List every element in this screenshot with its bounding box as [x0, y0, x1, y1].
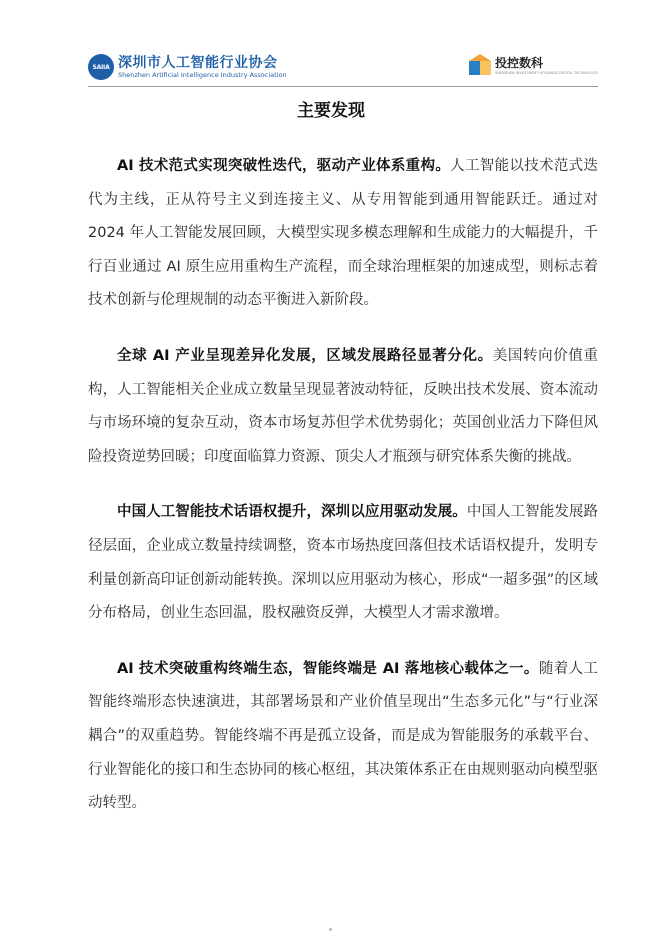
- header-divider: [88, 86, 598, 87]
- partner-name: 投控数科: [495, 56, 544, 70]
- association-logo: [88, 54, 287, 80]
- finding-text: 美国转向价值重构，人工智能相关企业成立数量呈现显著波动特征，反映出技术发展、资本流动与市场环境的复杂互动，资本市场复苏但学术优势弱化；英国创业活力下降但风险投资逆势回暖；印度面临算力资源、顶尖人才瓶颈与研究体系失衡的挑战。: [88, 347, 598, 465]
- finding-lead: AI 技术突破重构终端生态，智能终端是 AI 落地核心载体之一。: [117, 660, 539, 677]
- finding-lead: 全球 AI 产业呈现差异化发展，区域发展路径显著分化。: [117, 347, 493, 364]
- page-marker: [329, 928, 332, 931]
- page-title: 主要发现: [297, 101, 365, 121]
- finding-lead: 中国人工智能技术话语权提升，深圳以应用驱动发展。: [117, 504, 467, 521]
- partner-logo: [469, 54, 598, 78]
- association-name-en: Shenzhen Artificial Intelligence Industry Association: [118, 70, 287, 79]
- page-header: [88, 50, 598, 90]
- finding-paragraph: [88, 150, 598, 318]
- finding-paragraph: [88, 653, 598, 821]
- finding-text: 人工智能以技术范式迭代为主线，正从符号主义到连接主义、从专用智能到通用智能跃迁。通过对 2024 年人工智能发展回顾，大模型实现多模态理解和生成能力的大幅提升，千行百业通过 AI 原生应用重构生产流程，而全球治理框架的加速成型，则标志着技术创新与伦理规制的动态平衡进入新阶段。: [88, 158, 598, 309]
- finding-paragraph: [88, 340, 598, 474]
- finding-text: 随着人工智能终端形态快速演进，其部署场景和产业价值呈现出“生态多元化”与“行业深耦合”的双重趋势。智能终端不再是孤立设备，而是成为智能服务的承载平台、行业智能化的接口和生态协同的核心枢纽，其决策体系正在由规则驱动向模型驱动转型。: [88, 660, 598, 812]
- findings-body: [88, 150, 598, 843]
- finding-paragraph: [88, 496, 598, 630]
- finding-lead: AI 技术范式实现突破性迭代，驱动产业体系重构。: [117, 158, 451, 174]
- finding-text: 中国人工智能发展路径层面，企业成立数量持续调整，资本市场热度回落但技术话语权提升，发明专利量创新高印证创新动能转换。深圳以应用驱动为核心，形成“一超多强”的区域分布格局，创业生态回温，股权融资反弹，大模型人才需求激增。: [88, 504, 598, 622]
- association-name-cn: 深圳市人工智能行业协会: [118, 54, 278, 71]
- partner-tagline: SHENZHEN INVESTMENT HOLDINGS DIGITAL TECHNOLOGY: [495, 71, 598, 75]
- cube-logo-icon: [469, 54, 491, 78]
- saiia-emblem-icon: SAIIA: [88, 54, 114, 80]
